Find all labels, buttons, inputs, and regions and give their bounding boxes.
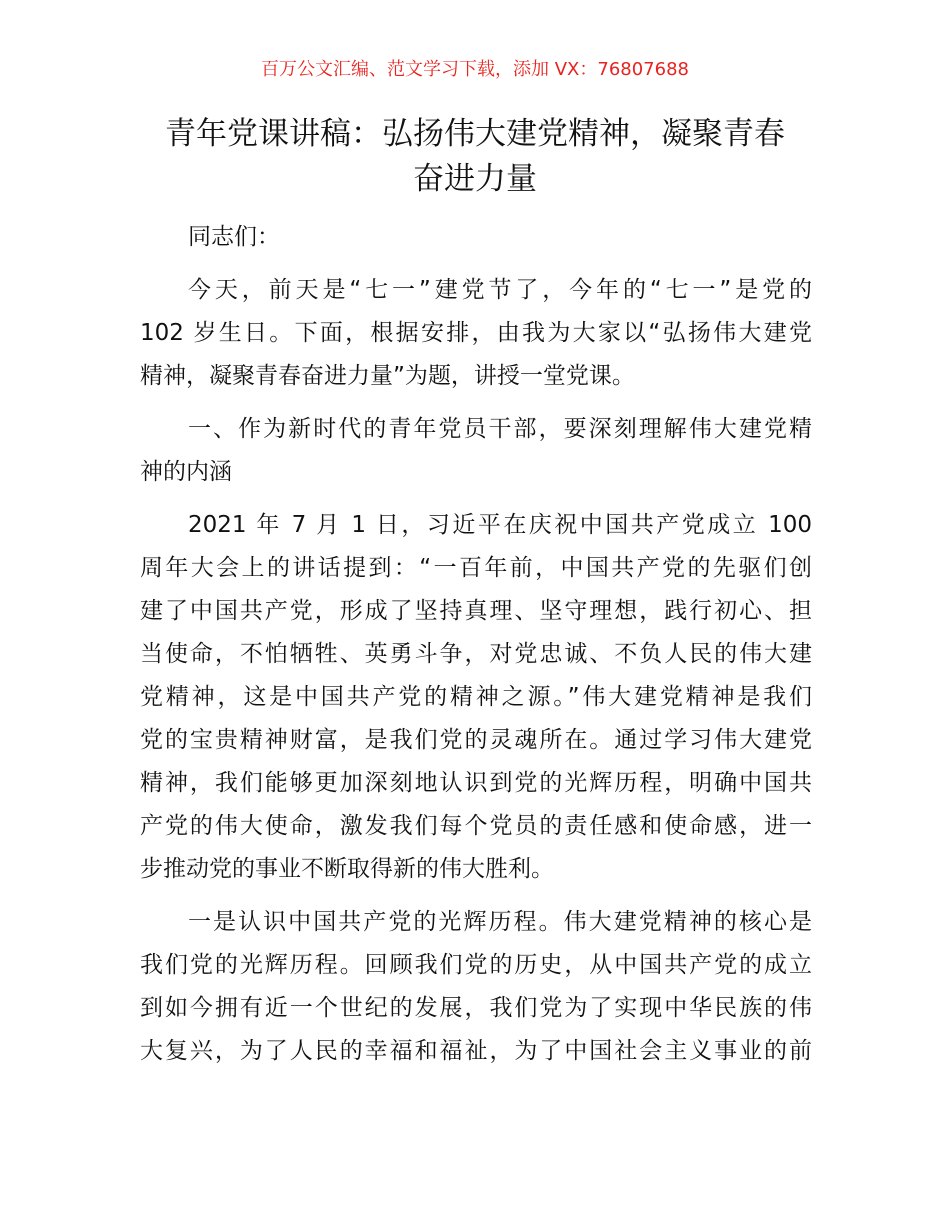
text-line: 一、作为新时代的青年党员干部，要深刻理解伟大建党精 (188, 416, 812, 442)
paragraph (140, 269, 812, 398)
text-line: 精神，凝聚青春奋进力量”为题，讲授一堂党课。 (140, 363, 635, 389)
document-body (140, 216, 812, 1083)
text-line: 同志们： (188, 224, 280, 250)
text-line: 党精神，这是中国共产党的精神之源。”伟大建党精神是我们 (140, 684, 812, 710)
text-line: 周年大会上的讲话提到：“一百年前，中国共产党的先驱们创 (140, 555, 812, 581)
text-line: 当使命，不怕牺牲、英勇斗争，对党忠诚、不负人民的伟大建 (140, 641, 812, 667)
text-line: 党的宝贵精神财富，是我们党的灵魂所在。通过学习伟大建党 (140, 727, 812, 753)
document-title (140, 112, 810, 202)
text-line: 一是认识中国共产党的光辉历程。伟大建党精神的核心是 (188, 909, 812, 935)
text-line: 精神，我们能够更加深刻地认识到党的光辉历程，明确中国共 (140, 770, 812, 796)
text-line: 我们党的光辉历程。回顾我们党的历史，从中国共产党的成立 (140, 952, 812, 978)
title-line: 青年党课讲稿：弘扬伟大建党精神，凝聚青春 (165, 116, 785, 152)
paragraph (140, 901, 812, 1073)
text-line: 建了中国共产党，形成了坚持真理、坚守理想，践行初心、担 (140, 598, 812, 624)
text-line: 102 岁生日。下面，根据安排，由我为大家以“弘扬伟大建党 (140, 320, 812, 346)
text-line: 产党的伟大使命，激发我们每个党员的责任感和使命感，进一 (140, 813, 812, 839)
text-line: 2021 年 7 月 1 日，习近平在庆祝中国共产党成立 100 (188, 512, 812, 538)
watermark-header: 百万公文汇编、范文学习下载，添加 VX：76807688 (261, 59, 689, 80)
paragraph (140, 408, 812, 494)
paragraph (140, 504, 812, 891)
text-line: 神的内涵 (140, 459, 232, 485)
text-line: 今天，前天是“七一”建党节了，今年的“七一”是党的 (188, 277, 812, 303)
paragraph (140, 216, 812, 259)
text-line: 大复兴，为了人民的幸福和福祉，为了中国社会主义事业的前 (140, 1038, 812, 1064)
title-line: 奋进力量 (413, 161, 537, 197)
text-line: 步推动党的事业不断取得新的伟大胜利。 (140, 856, 554, 882)
text-line: 到如今拥有近一个世纪的发展，我们党为了实现中华民族的伟 (140, 995, 812, 1021)
